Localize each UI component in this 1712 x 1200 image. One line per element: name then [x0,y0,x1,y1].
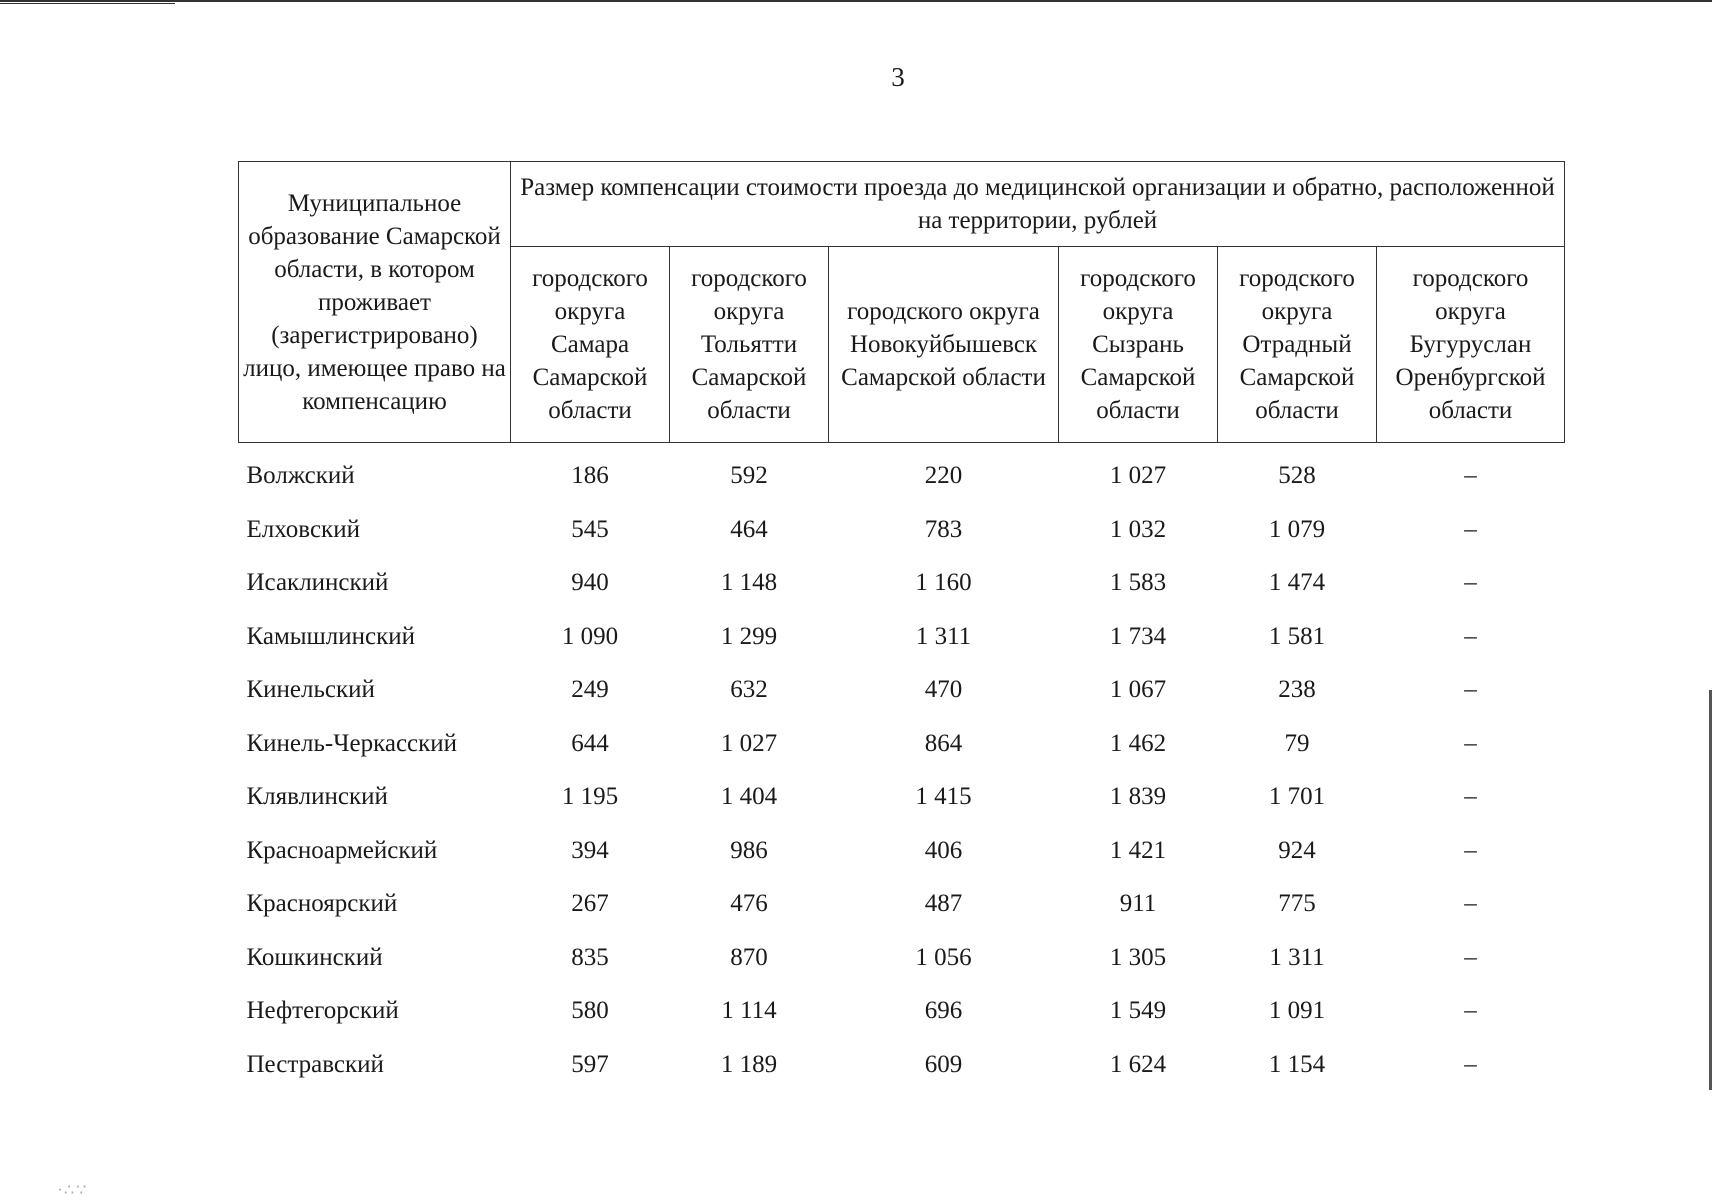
table-row [239,443,1565,503]
municipality-name: Кинельский [246,676,375,704]
value-cell: 775 [1278,890,1316,918]
value-cell: 1 462 [1109,729,1167,757]
value-cell: 1 032 [1109,515,1167,543]
scan-artifact: ∙∴∵ [58,1182,89,1199]
value-cell: 1 299 [720,622,778,650]
table-row [239,1038,1565,1092]
table-row [239,610,1565,664]
table-row [239,556,1565,610]
value-cell: 1 549 [1109,997,1167,1025]
value-cell: 1 583 [1109,569,1167,597]
value-cell: 864 [924,729,963,757]
value-cell: 835 [571,943,609,971]
municipality-name: Кошкинский [246,943,383,971]
value-cell: 1 701 [1268,783,1326,811]
value-cell: 1 067 [1109,676,1167,704]
value-cell: 1 415 [915,783,972,811]
value-cell: – [1464,622,1477,650]
value-cell: 597 [571,1050,609,1078]
value-cell: 1 027 [720,729,778,757]
value-cell: 632 [730,676,768,704]
value-cell: 1 624 [1109,1050,1167,1078]
value-cell: 1 189 [720,1050,778,1078]
table-row [239,663,1565,717]
value-cell: 1 079 [1268,515,1326,543]
value-cell: – [1464,676,1477,704]
value-cell: 1 160 [915,569,972,597]
value-cell: 476 [730,890,768,918]
compensation-table [238,161,1565,1091]
value-cell: 1 305 [1109,943,1167,971]
value-cell: 1 056 [915,943,972,971]
value-cell: 1 474 [1268,569,1326,597]
value-cell: 609 [924,1050,963,1078]
value-cell: 267 [571,890,609,918]
table-row [239,877,1565,931]
value-cell: – [1464,515,1477,543]
municipality-name: Камышлинский [246,622,416,650]
column-header-novokuybyshevsk: городского округа Новокуйбышевск Самарской области [829,247,1059,443]
value-cell: 220 [924,462,963,490]
value-cell: 406 [924,836,963,864]
table-row [239,770,1565,824]
value-cell: 1 195 [561,783,619,811]
top-border-line [0,0,1712,2]
table-row [239,717,1565,771]
value-cell: 592 [730,462,768,490]
column-header-otradny: городского округа Отрадный Самарской области [1218,247,1377,443]
value-cell: 696 [924,997,963,1025]
municipality-name: Нефтегорский [246,997,399,1025]
value-cell: 528 [1278,462,1316,490]
header-row-main [239,162,1565,247]
value-cell: 1 404 [720,783,778,811]
value-cell: 940 [571,569,609,597]
value-cell: 870 [730,943,768,971]
municipality-name: Исаклинский [246,569,389,597]
compensation-group-header: Размер компенсации стоимости проезда до медицинской организации и обратно, расположенной на территории, рублей [511,162,1565,247]
table-row [239,984,1565,1038]
value-cell: – [1464,1050,1477,1078]
column-header-tolyatti: городского округа Тольятти Самарской области [670,247,829,443]
value-cell: 644 [571,729,609,757]
municipality-column-header: Муниципальное образование Самарской области, в котором проживает (зарегистрировано) лицо, имеющее право на компенсацию [239,162,511,443]
value-cell: 1 581 [1268,622,1326,650]
municipality-name: Волжский [246,462,355,490]
value-cell: 394 [571,836,609,864]
value-cell: 924 [1278,836,1316,864]
municipality-name: Пестравский [246,1050,384,1078]
value-cell: 1 091 [1268,997,1326,1025]
top-border-line-short [0,3,175,4]
value-cell: 580 [571,997,609,1025]
value-cell: 186 [571,462,609,490]
value-cell: 986 [730,836,768,864]
value-cell: 487 [924,890,963,918]
column-header-samara: городского округа Самара Самарской области [511,247,670,443]
value-cell: 79 [1284,729,1310,757]
value-cell: 470 [924,676,963,704]
column-header-buguruslan: городского округа Бугуруслан Оренбургской области [1377,247,1565,443]
table-row [239,503,1565,557]
value-cell: 1 027 [1109,462,1167,490]
municipality-name: Красноярский [246,890,398,918]
value-cell: – [1464,997,1477,1025]
value-cell: 545 [571,515,609,543]
value-cell: 464 [730,515,768,543]
value-cell: – [1464,569,1477,597]
value-cell: – [1464,890,1477,918]
value-cell: 1 311 [915,622,972,650]
table-row [239,824,1565,878]
municipality-name: Клявлинский [246,783,388,811]
value-cell: 1 154 [1268,1050,1326,1078]
value-cell: – [1464,836,1477,864]
value-cell: 1 734 [1109,622,1167,650]
municipality-name: Красноармейский [246,836,438,864]
value-cell: 1 421 [1109,836,1167,864]
value-cell: 1 148 [720,569,778,597]
page-number: 3 [891,62,905,92]
value-cell: 783 [924,515,963,543]
value-cell: – [1464,462,1477,490]
value-cell: 911 [1119,890,1157,918]
value-cell: – [1464,943,1477,971]
value-cell: 1 839 [1109,783,1167,811]
value-cell: 1 114 [721,997,777,1025]
value-cell: 1 090 [561,622,619,650]
value-cell: – [1464,783,1477,811]
value-cell: 238 [1278,676,1316,704]
value-cell: – [1464,729,1477,757]
table-row [239,931,1565,985]
value-cell: 249 [571,676,609,704]
municipality-name: Елховский [246,515,360,543]
column-header-syzran: городского округа Сызрань Самарской области [1059,247,1218,443]
value-cell: 1 311 [1269,943,1325,971]
municipality-name: Кинель-Черкасский [246,729,458,757]
